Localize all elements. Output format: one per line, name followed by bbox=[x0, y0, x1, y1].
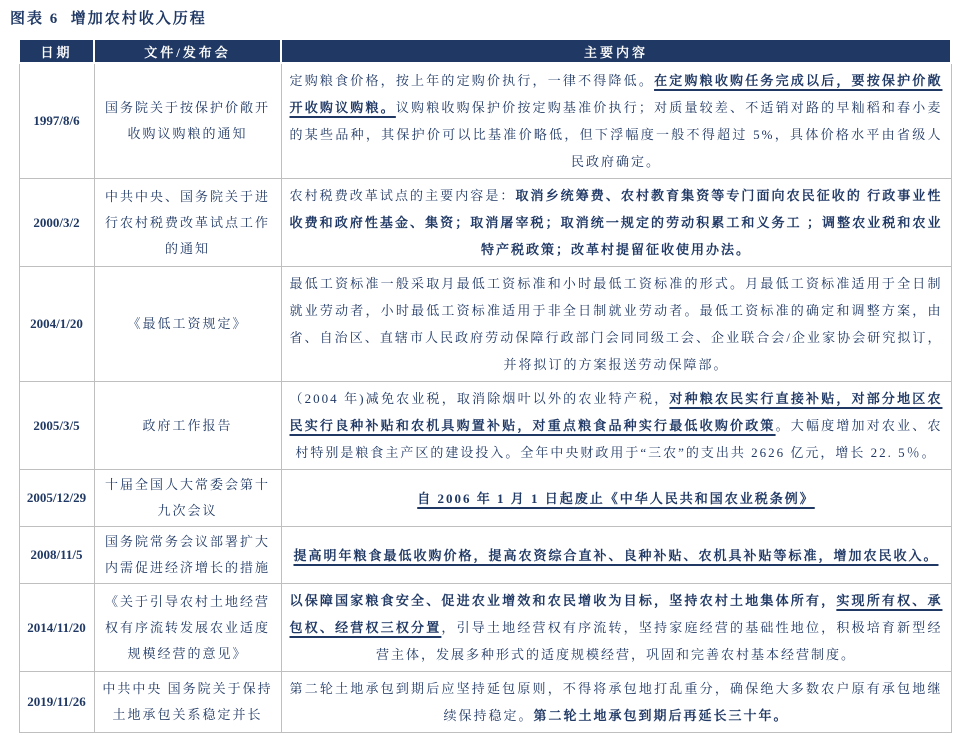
content-segment: 实现所有权、承包权、经营权三权分置 bbox=[289, 593, 943, 635]
date-cell: 2019/11/26 bbox=[19, 672, 94, 733]
content-cell bbox=[281, 179, 951, 267]
content-segment: 议购粮收购保护价按定购基准价执行；对质量较差、不适销对路的早籼稻和春小麦的某些品种，其保护价可以比基准价略低，但下浮幅度一般不得超过 5%，具体价格水平由省级人民政府确定。 bbox=[289, 100, 943, 169]
content-cell bbox=[281, 527, 951, 584]
content-segment: 在定购粮收购任务完成以后，要按保护价敞开收购议购粮。 bbox=[289, 73, 943, 115]
table-row bbox=[19, 584, 951, 672]
content-segment: 最低工资标准一般采取月最低工资标准和小时最低工资标准的形式。月最低工资标准适用于全日制就业劳动者，小时最低工资标准适用于非全日制就业劳动者。最低工资标准的确定和调整方案，由省、自治区、直辖市人民政府劳动保障行政部门会同同级工会、企业联合会/企业家协会研究拟订，并将拟订的方案报送劳动保障部。 bbox=[289, 276, 943, 372]
table-body bbox=[19, 63, 951, 733]
content-segment: ，引导土地经营权有序流转，坚持家庭经营的基础性地位，积极培育新型经营主体，发展多种形式的适度规模经营，巩固和完善农村基本经营制度。 bbox=[375, 620, 943, 662]
table-row bbox=[19, 527, 951, 584]
content-segment: 第二轮土地承包到期后再延长三十年。 bbox=[533, 708, 789, 723]
content-segment: 自 2006 年 1 月 1 日起废止《中华人民共和国农业税条例》 bbox=[417, 490, 815, 506]
content-cell bbox=[281, 63, 951, 179]
date-cell: 2000/3/2 bbox=[19, 179, 94, 267]
document-cell: 十届全国人大常委会第十九次会议 bbox=[94, 470, 281, 527]
content-segment: 。大幅度增加对农业、农村特别是粮食主产区的建设投入。全年中央财政用于“三农”的支出共 2626 亿元，增长 22. 5％。 bbox=[295, 418, 943, 460]
table-row bbox=[19, 382, 951, 470]
content-cell bbox=[281, 584, 951, 672]
date-cell: 2014/11/20 bbox=[19, 584, 94, 672]
content-segment: （2004 年)减免农业税，取消除烟叶以外的农业特产税， bbox=[289, 391, 670, 406]
content-segment: 取消乡统筹费、农村教育集资等专门面向农民征收的 行政事业性收费和政府性基金、集资；取消屠宰税；取消统一规定的劳动积累工和义务工 ；调整农业税和农业特产税政策；改革村提留征收使用办法。 bbox=[289, 188, 943, 257]
content-cell bbox=[281, 382, 951, 470]
header-row bbox=[19, 39, 951, 63]
header-cell-date: 日期 bbox=[19, 39, 94, 63]
document-cell: 中共中央、国务院关于进行农村税费改革试点工作的通知 bbox=[94, 179, 281, 267]
table-header bbox=[19, 39, 951, 63]
content-cell bbox=[281, 672, 951, 733]
content-segment: 对种粮农民实行直接补贴，对部分地区农民实行良种补贴和农机具购置补贴，对重点粮食品种实行最低收购价政策 bbox=[289, 391, 943, 433]
figure-title: 图表 6 增加农村收入历程 bbox=[10, 11, 207, 27]
date-cell: 2005/3/5 bbox=[19, 382, 94, 470]
date-cell: 2004/1/20 bbox=[19, 267, 94, 382]
date-cell: 2005/12/29 bbox=[19, 470, 94, 527]
document-cell: 中共中央 国务院关于保持土地承包关系稳定并长 bbox=[94, 672, 281, 733]
content-segment: 第二轮土地承包到期后应坚持延包原则，不得将承包地打乱重分，确保绝大多数农户原有承包地继续保持稳定。 bbox=[289, 681, 943, 723]
header-cell-content: 主要内容 bbox=[281, 39, 951, 63]
content-segment: 农村税费改革试点的主要内容是： bbox=[289, 188, 516, 203]
date-cell: 2008/11/5 bbox=[19, 527, 94, 584]
date-cell: 1997/8/6 bbox=[19, 63, 94, 179]
table-row bbox=[19, 672, 951, 733]
document-cell: 《关于引导农村土地经营权有序流转发展农业适度规模经营的意见》 bbox=[94, 584, 281, 672]
table-row bbox=[19, 267, 951, 382]
table-row bbox=[19, 179, 951, 267]
table-row bbox=[19, 470, 951, 527]
rural-income-table bbox=[18, 38, 952, 733]
document-cell: 政府工作报告 bbox=[94, 382, 281, 470]
document-cell: 国务院常务会议部署扩大内需促进经济增长的措施 bbox=[94, 527, 281, 584]
content-segment: 定购粮食价格，按上年的定购价执行，一律不得降低。 bbox=[289, 73, 655, 88]
header-cell-document: 文件/发布会 bbox=[94, 39, 281, 63]
table-row bbox=[19, 63, 951, 179]
document-cell: 国务院关于按保护价敞开收购议购粮的通知 bbox=[94, 63, 281, 179]
document-cell: 《最低工资规定》 bbox=[94, 267, 281, 382]
content-segment: 提高明年粮食最低收购价格，提高农资综合直补、良种补贴、农机具补贴等标准，增加农民收入。 bbox=[293, 547, 939, 563]
content-cell bbox=[281, 470, 951, 527]
content-cell bbox=[281, 267, 951, 382]
content-segment: 以保障国家粮食安全、促进农业增效和农民增收为目标，坚持农村土地集体所有， bbox=[289, 593, 837, 608]
